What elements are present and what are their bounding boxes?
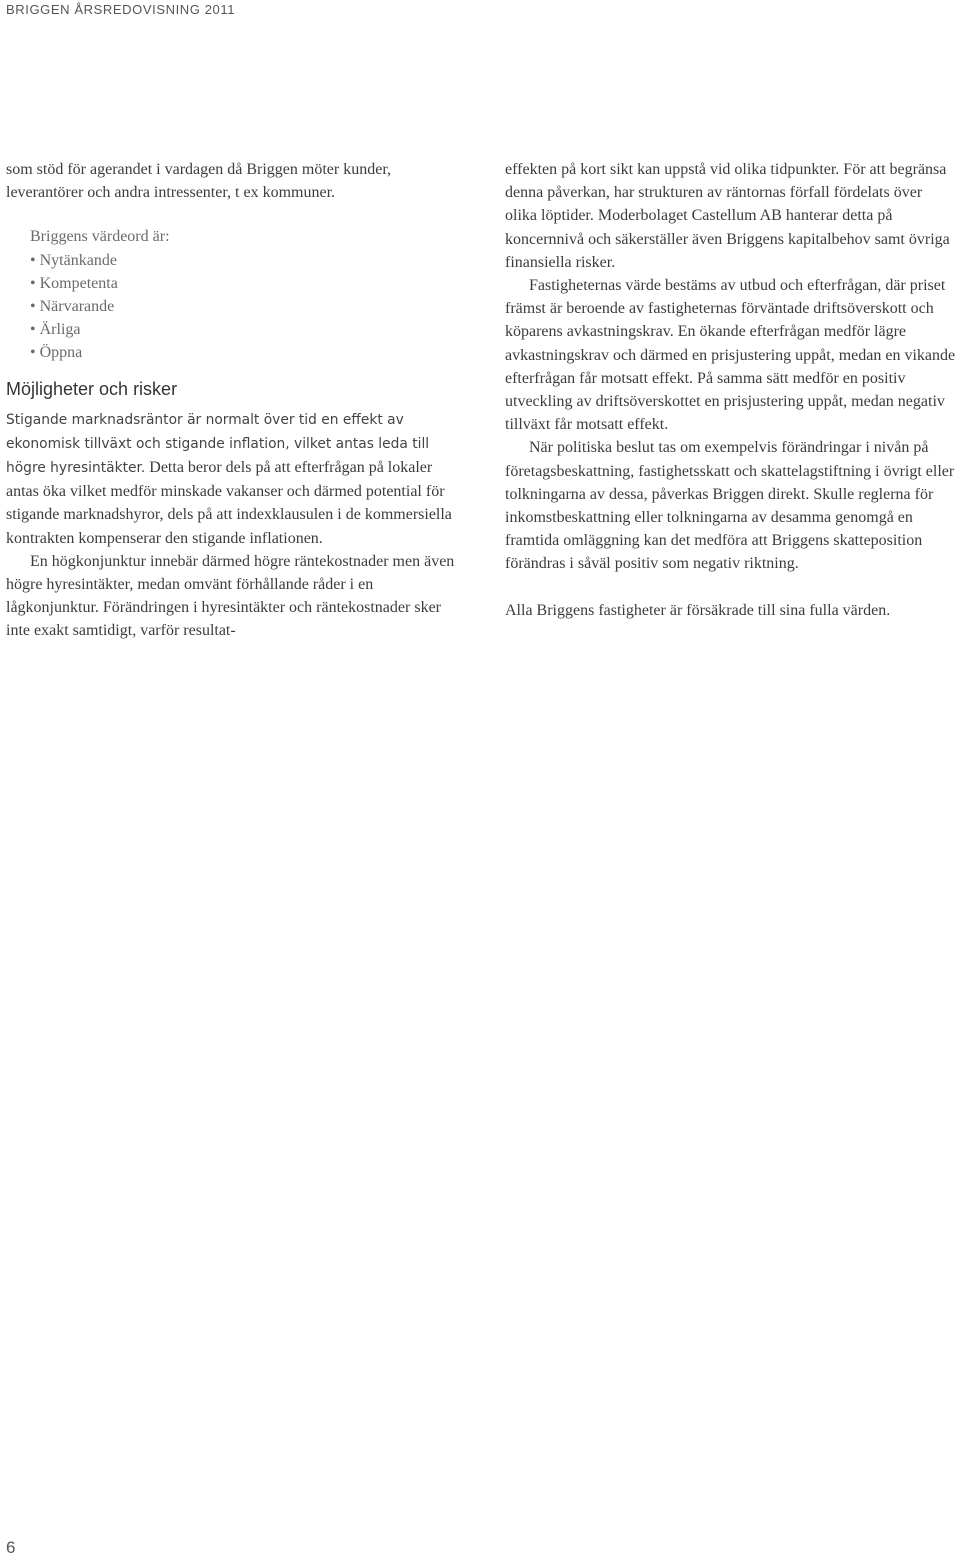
values-intro: Briggens värdeord är: <box>30 228 170 246</box>
value-item: • Nytänkande <box>30 249 456 272</box>
risk-paragraph-1 <box>6 408 456 550</box>
values-list <box>30 249 456 365</box>
right-paragraph-4: Alla Briggens fastigheter är försäkrade till sina fulla värden. <box>505 601 891 619</box>
page-number: 6 <box>6 1538 16 1557</box>
value-item: • Öppna <box>30 341 456 364</box>
running-header: BRIGGEN ÅRSREDOVISNING 2011 <box>6 2 236 17</box>
value-item: • Närvarande <box>30 295 456 318</box>
right-paragraph-2: Fastigheternas värde bestäms av utbud och efterfrågan, där priset främst är beroende av fastigheternas förväntade driftsöverskott och köparens avkastningskrav. En ökande efterfrågan medför lägre avkastningskrav och därmed en prisjustering uppåt, medan en vikande efterfrågan får motsatt effekt. På samma sätt medför en positiv utveckling av driftsöverskottet en prisjustering uppåt, medan negativ tillväxt får motsatt effekt. <box>505 277 956 434</box>
risk-paragraph-2: En högkonjunktur innebär därmed högre räntekostnader men även högre hyresintäkter, medan omvänt förhållande råder i en lågkonjunktur. Förändringen i hyresintäkter och räntekostnader sker inte exakt samtidigt, varför resultat- <box>6 552 455 640</box>
value-item: • Ärliga <box>30 318 456 341</box>
value-item: • Kompetenta <box>30 272 456 295</box>
risk-paragraph-1-body: Detta beror dels på att efterfrågan på lokaler antas öka vilket medför minskade vakanser och därmed potential för stigande marknadshyror, dels på att indexklausulen i de kommersiella kontrakten kompenserar den stigande inflationen. <box>6 459 452 547</box>
right-paragraph-1: effekten på kort sikt kan uppstå vid olika tidpunkter. För att begränsa denna påverkan, har strukturen av räntornas förfall fördelats över olika löptider. Moderbolaget Castellum AB hanterar detta på koncernnivå och säkerställer även Briggens kapitalbehov samt övriga finansiella risker. <box>505 161 950 271</box>
intro-paragraph: som stöd för agerandet i vardagen då Briggen möter kunder, leverantörer och andra intressenter, t ex kommuner. <box>6 161 392 202</box>
values-block <box>6 225 456 364</box>
section-heading: Möjligheter och risker <box>6 378 178 399</box>
right-paragraph-3: När politiska beslut tas om exempelvis förändringar i nivån på företagsbeskattning, fastighetsskatt och skattelagstiftning i övrigt eller tolkningarna av dessa, påverkas Briggen direkt. Skulle reglerna för inkomstbeskattning eller tolkningarna av desamma genomgå en framtida omläggning kan det medföra att Briggens skatteposition förändras i såväl positiv som negativ riktning. <box>505 439 955 573</box>
left-column <box>6 158 456 643</box>
right-column <box>505 158 957 622</box>
risk-paragraph-1-lead: Stigande marknadsräntor är normalt över tid en effekt av ekonomisk tillväxt och stigande inflation, vilket antas leda till högre hyresintäkter. <box>6 411 430 477</box>
